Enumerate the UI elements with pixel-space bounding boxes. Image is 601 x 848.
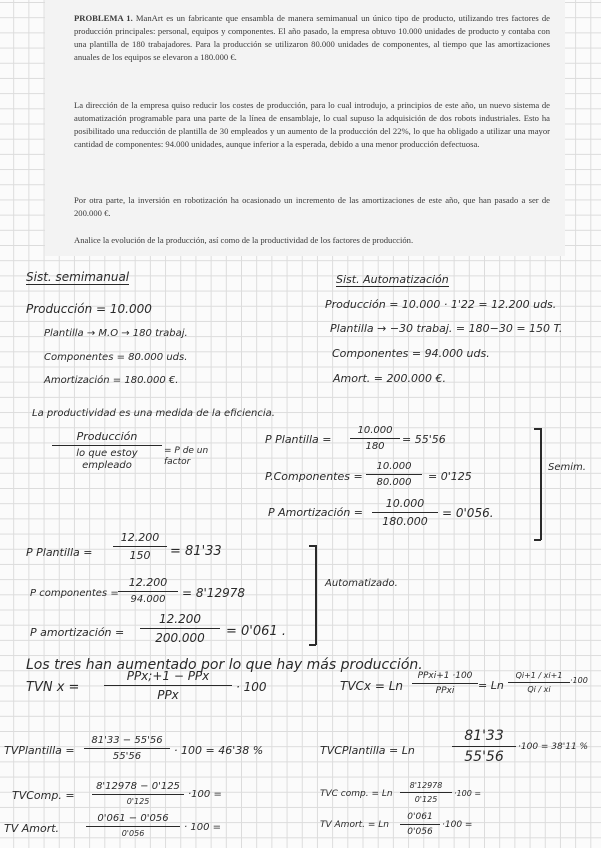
left-production: Producción = 10.000 (26, 302, 152, 316)
tv-plantilla-fraction (84, 735, 170, 762)
semi-amortizacion-fraction (372, 497, 438, 528)
tvc-eq: = Ln (478, 679, 504, 692)
right-componentes: Componentes = 94.000 uds. (332, 347, 490, 360)
tvc-num-2: Qi+1 / xi+1 (515, 671, 563, 680)
tvc-amortizacion-label: TV Amort. = Ln (320, 820, 390, 830)
semi-componentes-result: = 0'125 (428, 470, 472, 483)
definition-numerator: Producción (76, 430, 138, 443)
auto-plantilla-den: 150 (113, 546, 167, 562)
semi-amortizacion-num: 10.000 (385, 497, 425, 510)
semi-plantilla-label: P Plantilla = (265, 433, 332, 446)
auto-componentes-label: P componentes = (30, 588, 119, 599)
semi-plantilla-den: 180 (350, 438, 400, 452)
paragraph-3: Por otra parte, la inversión en robotización ha ocasionado un incremento de las amortizaciones de este año, que han pasado a ser de 200.000 €. (74, 195, 550, 218)
auto-amortizacion-num: 12.200 (159, 612, 201, 626)
right-heading: Sist. Automatización (336, 273, 449, 286)
tv-amortizacion-label: TV Amort. (4, 822, 60, 835)
tvn-label: TVN x = (26, 680, 80, 695)
tv-componentes-label: TVComp. = (12, 789, 75, 802)
tv-amortizacion-result: · 100 = (184, 822, 222, 833)
tvc-mult: ·100 (570, 676, 588, 685)
auto-componentes-fraction (118, 576, 178, 605)
semi-plantilla-result: = 55'56 (402, 433, 446, 446)
right-production: Producción = 10.000 · 1'22 = 12.200 uds. (325, 298, 557, 311)
right-amortizacion: Amort. = 200.000 €. (333, 372, 446, 385)
left-plantilla: Plantilla → M.O → 180 trabaj. (44, 328, 188, 339)
tvc-plantilla-fraction (452, 728, 516, 765)
tvc-plantilla-label: TVCPlantilla = Ln (320, 744, 415, 757)
tv-amortizacion-den: 0'056 (86, 826, 180, 838)
definition-result: = P de un factor (164, 446, 209, 467)
semi-amortizacion-label: P Amortización = (268, 506, 364, 519)
tvn-fraction (104, 669, 232, 702)
auto-bracket (315, 545, 317, 645)
definition-denominator: lo que estoy empleado (52, 445, 162, 472)
definition-text: La productividad es una medida de la eficiencia. (32, 408, 275, 419)
tvc-componentes-fraction (400, 781, 452, 804)
semi-bracket-top (534, 428, 541, 430)
tvc-componentes-den: 0'125 (400, 792, 452, 804)
problem-title: PROBLEMA 1. (74, 13, 133, 23)
tv-plantilla-label: TVPlantilla = (4, 744, 75, 757)
tv-componentes-result: ·100 = (188, 789, 222, 800)
tvn-num: PPx;+1 − PPx (126, 669, 210, 683)
tvc-componentes-result: ·100 = (454, 789, 482, 798)
tv-plantilla-den: 55'56 (84, 748, 170, 762)
auto-componentes-result: = 8'12978 (182, 586, 245, 600)
tv-plantilla-num: 81'33 − 55'56 (91, 735, 163, 746)
semi-tag: Semim. (548, 462, 586, 473)
definition-fraction (52, 430, 162, 472)
conclusion: Los tres han aumentado por lo que hay más producción. (26, 657, 423, 673)
tvc-plantilla-result: ·100 = 38'11 % (518, 742, 589, 752)
tvn-mult: · 100 (236, 680, 267, 694)
tvc-den: PPxi (412, 683, 478, 696)
tvc-den-2: Qi / xi (508, 682, 570, 694)
auto-amortizacion-result: = 0'061 . (226, 624, 286, 639)
auto-amortizacion-label: P amortización = (30, 626, 125, 639)
auto-tag: Automatizado. (325, 578, 398, 589)
tv-amortizacion-num: 0'061 − 0'056 (97, 813, 169, 824)
tvc-num: PPxi+1 ·100 (417, 671, 473, 681)
semi-componentes-label: P.Componentes = (265, 470, 363, 483)
tvc-componentes-num: 8'12978 (409, 781, 443, 790)
auto-plantilla-num: 12.200 (120, 531, 160, 544)
auto-amortizacion-fraction (140, 612, 220, 645)
paragraph-1-text: ManArt es un fabricante que ensambla de manera semimanual un único tipo de producto, utilizando tres factores de producción principales: personal, equipos y componentes. El año pasado, la empresa obtuvo 10.000 unidades de producto y contaba con una plantilla de 180 trabajadores. Para la producción se utilizaron 80.000 unidades de componentes, al tiempo que las amortizaciones anuales de los equipos se elevaron a 180.000 €. (74, 13, 550, 62)
auto-componentes-den: 94.000 (118, 591, 178, 605)
tvc-plantilla-den: 55'56 (452, 746, 516, 765)
tvc-amortizacion-den: 0'056 (400, 824, 440, 837)
tv-componentes-num: 8'12978 − 0'125 (96, 781, 180, 792)
auto-plantilla-label: P Plantilla = (26, 546, 93, 559)
semi-componentes-fraction (366, 461, 422, 488)
tv-componentes-den: 0'125 (92, 794, 184, 806)
semi-componentes-den: 80.000 (366, 474, 422, 488)
semi-amortizacion-den: 180.000 (372, 512, 438, 528)
paragraph-1 (74, 12, 550, 64)
tvc-fraction (412, 671, 478, 696)
tvc-amortizacion-num: 0'061 (407, 812, 433, 822)
semi-amortizacion-result: = 0'056. (442, 506, 494, 520)
tvc-amortizacion-fraction (400, 812, 440, 837)
paragraph-4: Analice la evolución de la producción, así como de la productividad de los factores de producción. (74, 235, 414, 245)
tv-amortizacion-fraction (86, 813, 180, 838)
left-heading: Sist. semimanual (26, 270, 130, 284)
paragraph-2: La dirección de la empresa quiso reducir los costes de producción, para lo cual introdujo, a principios de este año, un nuevo sistema de automatización programable para una parte de la línea de ensamblaje, lo cual supuso la adquisición de dos robots industriales. Esto ha posibilitado una reducción de plantilla de 30 empleados y un aumento de la producción del 22%, lo que ha obligado a utilizar una mayor cantidad de componentes: 94.000 unidades, aunque inferior a la esperada, debido a una menor producción defectuosa. (74, 100, 550, 149)
auto-plantilla-fraction (113, 531, 167, 562)
auto-bracket-top (309, 545, 316, 547)
tvc-amortizacion-result: ·100 = (442, 820, 473, 830)
left-componentes: Componentes = 80.000 uds. (44, 352, 188, 363)
left-amortizacion: Amortización = 180.000 €. (44, 375, 179, 386)
semi-plantilla-num: 10.000 (357, 425, 393, 436)
tv-componentes-fraction (92, 781, 184, 806)
semi-bracket-bottom (534, 539, 541, 541)
problem-statement (45, 0, 565, 256)
tvc-plantilla-num: 81'33 (464, 728, 504, 744)
auto-plantilla-result: = 81'33 (170, 544, 222, 559)
auto-bracket-bottom (309, 644, 316, 646)
tvc-componentes-label: TVC comp. = Ln (320, 789, 393, 799)
tvn-den: PPx (104, 685, 232, 702)
tvc-label: TVCx = Ln (340, 679, 403, 693)
auto-componentes-num: 12.200 (128, 576, 168, 589)
tvc-fraction-2 (508, 671, 570, 694)
right-plantilla: Plantilla → −30 trabaj. = 180−30 = 150 T. (330, 322, 563, 335)
semi-componentes-num: 10.000 (376, 461, 412, 472)
auto-amortizacion-den: 200.000 (140, 628, 220, 645)
semi-plantilla-fraction (350, 425, 400, 452)
semi-bracket (540, 428, 542, 540)
tv-plantilla-result: · 100 = 46'38 % (174, 744, 264, 757)
